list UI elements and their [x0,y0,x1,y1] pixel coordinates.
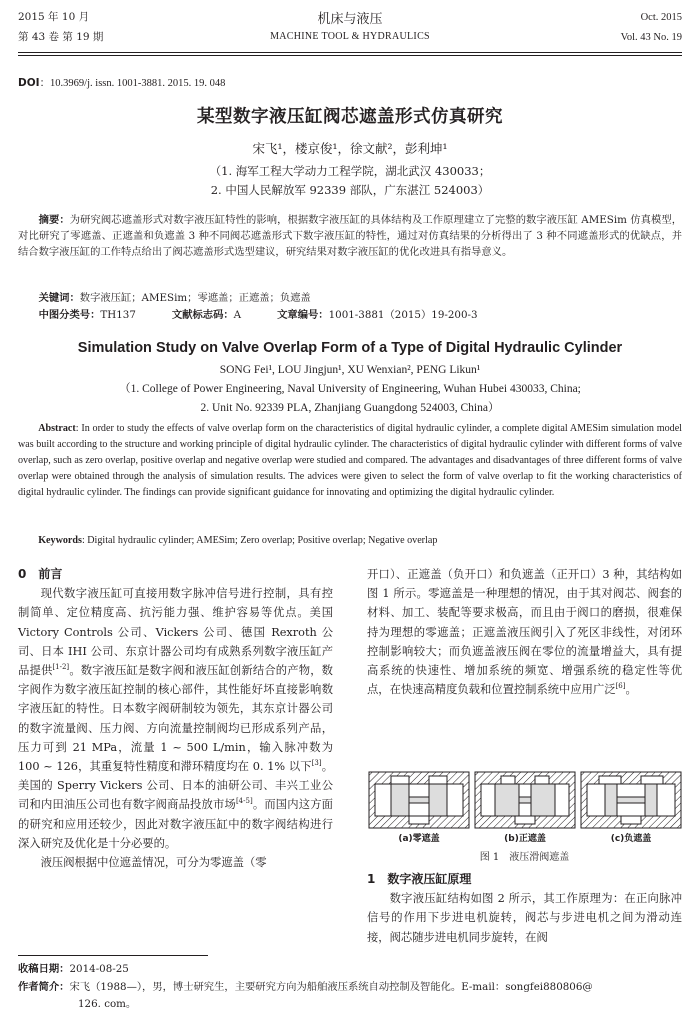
figure-1-caption: 图 1 液压滑阀遮盖 [479,852,570,863]
valve-zero-overlap [369,772,469,828]
abstract-cn-label: 摘要： [38,214,70,226]
right-paragraph-1 [367,565,682,699]
clc-value: TH137 [100,309,136,321]
keywords-en-text: : Digital hydraulic cylinder; AMESim; Zero overlap; Positive overlap; Negative overlap [81,535,438,546]
received-label: 收稿日期： [18,963,70,975]
authors-cn: 宋飞¹，楼京俊¹，徐文献²，彭利坤¹ [252,141,448,156]
author-bio-cont: 126. com。 [78,998,137,1010]
figure-1-valve-overlap [367,770,682,840]
citation: [6] [615,682,626,691]
abstract-cn [18,213,682,260]
keywords-cn-label: 关键词： [38,292,80,304]
section-0-paragraph-2: 液压阀根据中位遮盖情况，可分为零遮盖（零 [40,856,267,870]
citation: [4-5] [235,797,253,806]
header-volume-cn: 第 43 卷 第 19 期 [18,31,104,43]
affiliation-cn-2: 2. 中国人民解放军 92339 部队，广东湛江 524003） [210,183,490,197]
section-1-paragraph-1: 数字液压缸结构如图 2 所示，其工作原理为：在正向脉冲信号的作用下步进电机旋转，阀芯与步进电机之间为滑动连接，阀芯随步进电机同步旋转，在阀 [367,892,682,944]
keywords-en-label: Keywords [38,535,82,546]
abstract-en-label: Abstract [38,423,76,434]
right-column-bottom [367,870,682,947]
doc-code-value: A [233,309,242,321]
article-no-label: 文章编号： [277,309,329,321]
section-0-paragraph-1 [18,584,333,853]
footnote-rule [18,955,208,956]
para-text: 。美国的 Sperry Vickers 公司、日本的油研公司、丰兴工业公司和内田油压公司也有数字阀商品投放市场 [18,760,333,812]
keywords-cn [18,291,682,307]
citation: [1-2] [52,663,70,672]
classification-line [18,308,682,324]
abstract-cn-text: 为研究阀芯遮盖形式对数字液压缸特性的影响，根据数字液压缸的具体结构及工作原理建立了完整的数字液压缸 AMESim 仿真模型，对比研究了零遮盖、正遮盖和负遮盖 3 种不同阀芯遮盖形式下数字液压缸的特性，通过对仿真结果的分析得出了 3 种不同遮盖形式的优缺点，并结合数字液压缸的工作特点给出了阀芯遮盖形式选型建议，研究结果对数字液压缸的优化改进具有指导意义。 [18,214,683,258]
header-rule-2 [18,55,682,56]
valve-positive-overlap [475,772,575,828]
para-text: 开口）、正遮盖（负开口）和负遮盖（正开口）3 种，其结构如图 1 所示。零遮盖是一种理想的情况，由于其对阀芯、阀套的材料、加工、装配等要求极高，而且由于阀口的磨损，很难保持为理想的零遮盖；正遮盖液压阀引入了死区非线性，对闭环控制影响较大；而负遮盖液压阀在零位的流量增益大，具有提高系统的快速性、增加系统的频宽、增强系统的稳定性等优点，在快速高精度负载和位置控制系统中应用广泛 [367,568,682,697]
affiliation-en-2: 2. Unit No. 92339 PLA, Zhanjiang Guangdong 524003, China） [200,402,500,414]
citation: [3] [311,759,322,768]
figure-1-sub-b: (b)正遮盖 [504,834,546,844]
section-0-heading: 0 前言 [18,567,63,581]
para-text: 。数字液压缸是数字阀和液压缸创新结合的产物，数字阀作为数字液压缸控制的核心部件，其性能好坏直接影响数字液压缸的特性。日本数字阀研制较为领先，其东京计器公司的数字流量阀、压力阀、方向流量控制阀均已形成系列产品，压力可到 21 MPa，流量 1 ~ 500 L/min，输入脉冲数为 100 ~ 126，其重复特性精度和滞环精度均在 0. 1% 以下 [18,664,333,774]
received-value: 2014-08-25 [69,963,129,975]
affiliation-en-1: （1. College of Power Engineering, Naval University of Engineering, Wuhan Hubei 430033, China; [119,383,581,395]
para-text: 现代数字液压缸可直接用数字脉冲信号进行控制，具有控制简单、定位精度高、抗污能力强、维护容易等优点。美国 Victory Controls 公司、Vickers 公司、德国 Rexroth 公司、日本 IHI 公司、东京计器公司均有成熟系列数字液压缸产品提供 [18,587,333,678]
author-bio [18,980,682,995]
paper-title-cn: 某型数字液压缸阀芯遮盖形式仿真研究 [197,107,503,127]
abstract-en [18,421,682,501]
header-rule [18,52,682,53]
doi-label: DOI [18,77,40,89]
para-text: 。而国内这方面的研究和应用还较少，因此对数字液压缸中的数字阀结构进行深入研究及优化是十分必要的。 [18,798,333,850]
header-date-cn: 2015 年 10 月 [18,11,90,23]
clc-label: 中图分类号： [38,309,101,321]
paper-title-en: Simulation Study on Valve Overlap Form of a Type of Digital Hydraulic Cylinder [77,340,623,356]
doi-line [18,75,225,90]
author-bio-label: 作者简介： [18,981,70,993]
journal-name-cn: 机床与液压 [317,12,383,27]
doc-code-label: 文献标志码： [171,309,234,321]
received-date [18,962,682,977]
article-no-value: 1001-3881（2015）19-200-3 [328,309,478,321]
author-bio-text: 宋飞（1988—），男，博士研究生，主要研究方向为船舶液压系统自动控制及智能化。E-mail：songfei880806@ [69,981,593,993]
affiliation-cn-1: （1. 海军工程大学动力工程学院，湖北武汉 430033； [209,164,491,178]
keywords-en [18,533,682,549]
header-date-en: Oct. 2015 [640,12,682,23]
keywords-cn-text: 数字液压缸；AMESim；零遮盖；正遮盖；负遮盖 [79,292,311,304]
journal-name-en: MACHINE TOOL & HYDRAULICS [270,31,430,42]
section-1-heading: 1 数字液压缸原理 [367,872,472,886]
abstract-en-text: : In order to study the effects of valve overlap form on the characteristics of digital hydraulic cylinder, a complete digital AMESim simulation model was built according to the structure and working principle of digital hydraulic cylinder. The characteristics of digital hydraulic cylinder with different forms of valve overlap, such as zero overlap, positive overlap and negative overlap were studied and compared. The advantages and disadvantages of three different forms of valve overlap were obtained through the analysis of simulation results. The advices were given to select the form of valve overlap to fit the working characteristics of digital hydraulic cylinder. The findings can provide significant guidance for innovating and optimizing the digital hydraulic cylinder. [18,423,682,498]
valve-negative-overlap [581,772,681,828]
figure-1-sub-a: (a)零遮盖 [398,834,440,844]
doi-value: ：10.3969/j. issn. 1001-3881. 2015. 19. 048 [39,78,226,89]
figure-1-sub-c: (c)负遮盖 [610,834,652,844]
left-column [18,565,333,872]
right-column-top [367,565,682,699]
para-text: 。 [625,683,637,697]
authors-en: SONG Fei¹, LOU Jingjun¹, XU Wenxian², PENG Likun¹ [219,364,481,376]
header-volume-en: Vol. 43 No. 19 [620,32,682,43]
